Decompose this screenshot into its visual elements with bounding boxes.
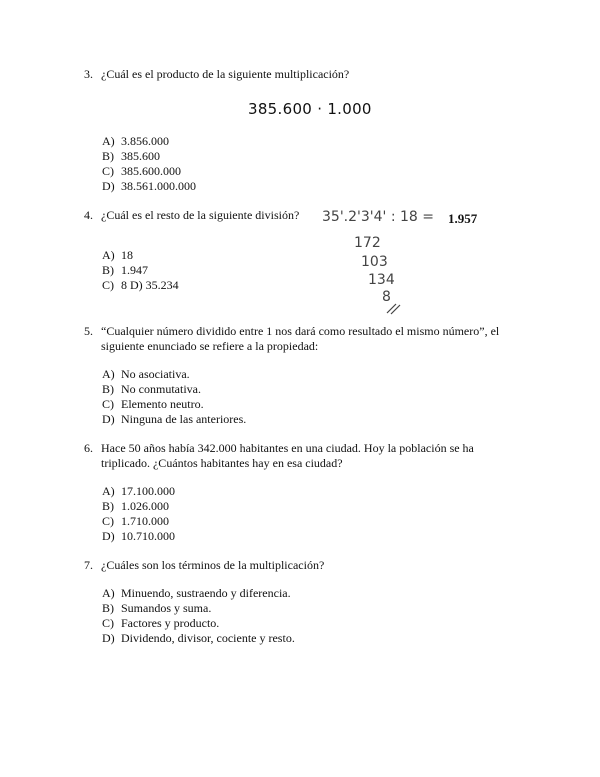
- question-3-options: [102, 134, 196, 194]
- question-5: [84, 324, 514, 354]
- question-text: ¿Cuál es el resto de la siguiente división?: [101, 208, 300, 222]
- multiplication-formula: 385.600 · 1.000: [248, 100, 372, 118]
- option-b: B) No conmutativa.: [102, 382, 201, 396]
- option-b: B) 385.600: [102, 149, 160, 163]
- option-a: A) 18: [102, 248, 133, 262]
- question-number: 4.: [84, 208, 93, 222]
- question-text: Hace 50 años había 342.000 habitantes en una ciudad. Hoy la población se ha triplicado. ¿Cuántos habitantes hay en esa ciudad?: [101, 441, 474, 470]
- question-6-options: [102, 484, 175, 544]
- option-d: D) 38.561.000.000: [102, 179, 196, 193]
- option-d: D) Ninguna de las anteriores.: [102, 412, 247, 426]
- division-step: 103: [361, 254, 388, 270]
- option-b: B) Sumandos y suma.: [102, 601, 212, 615]
- division-figure: [322, 205, 492, 315]
- option-a: A) No asociativa.: [102, 367, 190, 381]
- option-d: D) 10.710.000: [102, 529, 175, 543]
- question-5-options: [102, 367, 246, 427]
- question-4-options: [102, 248, 179, 293]
- division-step: 134: [368, 272, 395, 288]
- question-7-options: [102, 586, 295, 646]
- division-remainder: 8: [382, 289, 391, 305]
- double-slash-mark: [384, 301, 404, 315]
- option-c: C) Elemento neutro.: [102, 397, 204, 411]
- option-c: C) Factores y producto.: [102, 616, 220, 630]
- option-b: B) 1.947: [102, 263, 148, 277]
- question-number: 5.: [84, 324, 93, 338]
- division-expression: 35'.2'3'4' : 18 =: [322, 209, 434, 225]
- question-6: [84, 441, 514, 471]
- question-text: ¿Cuál es el producto de la siguiente multiplicación?: [101, 67, 350, 81]
- division-result: 1.957: [448, 211, 478, 226]
- option-c: C) 1.710.000: [102, 514, 169, 528]
- option-c: C) 8 D) 35.234: [102, 278, 179, 292]
- question-7: [84, 558, 514, 573]
- question-3: [84, 67, 514, 82]
- option-a: A) 17.100.000: [102, 484, 175, 498]
- question-text: “Cualquier número dividido entre 1 nos dará como resultado el mismo número”, el siguiente enunciado se refiere a la propiedad:: [101, 324, 500, 353]
- option-d: D) Dividendo, divisor, cociente y resto.: [102, 631, 295, 645]
- question-number: 7.: [84, 558, 93, 572]
- question-number: 3.: [84, 67, 93, 81]
- option-a: A) 3.856.000: [102, 134, 169, 148]
- question-number: 6.: [84, 441, 93, 455]
- option-c: C) 385.600.000: [102, 164, 181, 178]
- option-b: B) 1.026.000: [102, 499, 169, 513]
- option-a: A) Minuendo, sustraendo y diferencia.: [102, 586, 291, 600]
- division-step: 172: [354, 235, 381, 251]
- question-text: ¿Cuáles son los términos de la multiplicación?: [101, 558, 325, 572]
